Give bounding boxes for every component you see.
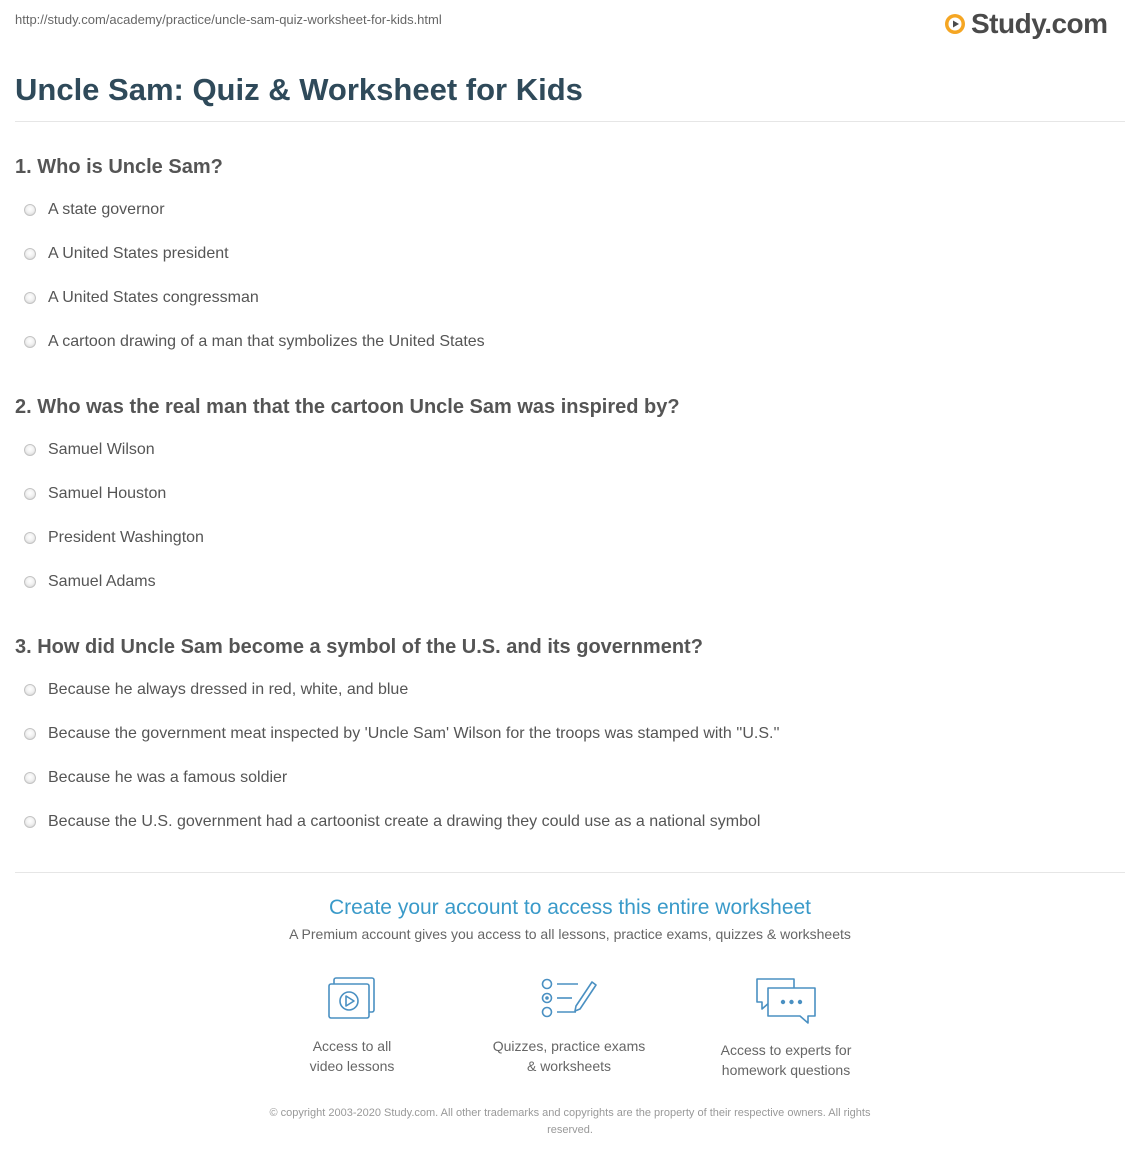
page-url: http://study.com/academy/practice/uncle-sam-quiz-worksheet-for-kids.html <box>15 12 442 27</box>
feature-video-lessons <box>262 976 442 1076</box>
question-1-option-3[interactable] <box>24 287 259 309</box>
question-1-option-2[interactable] <box>24 243 229 265</box>
feature-label-line2: & worksheets <box>526 1058 612 1074</box>
question-1-option-4[interactable] <box>24 331 485 353</box>
option-label: A United States congressman <box>48 289 259 306</box>
feature-label-line2: homework questions <box>721 1062 851 1078</box>
question-1-option-1[interactable] <box>24 199 165 221</box>
option-label: Samuel Wilson <box>48 441 155 458</box>
feature-label-line1: Quizzes, practice exams <box>492 1038 646 1054</box>
option-label: A United States president <box>48 245 229 262</box>
logo-play-icon <box>944 13 966 35</box>
radio-button-icon[interactable] <box>24 204 36 216</box>
question-3-option-2[interactable] <box>24 723 780 745</box>
feature-label-line1: Access to all <box>312 1038 392 1054</box>
feature-label-line1: Access to experts for <box>720 1042 852 1058</box>
chat-bubbles-icon <box>754 976 818 1026</box>
video-lessons-icon <box>326 976 378 1022</box>
option-label: Because he was a famous soldier <box>48 769 288 786</box>
radio-button-icon[interactable] <box>24 444 36 456</box>
radio-button-icon[interactable] <box>24 488 36 500</box>
copyright-line2: reserved. <box>547 1124 593 1136</box>
radio-button-icon[interactable] <box>24 816 36 828</box>
cta-subtitle: A Premium account gives you access to all lessons, practice exams, quizzes & worksheets <box>289 926 851 942</box>
feature-label-line2: video lessons <box>309 1058 395 1074</box>
question-2-option-2[interactable] <box>24 483 166 505</box>
copyright-notice <box>215 1105 925 1139</box>
copyright-line1: © copyright 2003-2020 Study.com. All other trademarks and copyrights are the property of their respective owners. All rights <box>269 1107 871 1119</box>
radio-button-icon[interactable] <box>24 336 36 348</box>
question-3: 3. How did Uncle Sam become a symbol of the U.S. and its government? <box>15 636 703 658</box>
option-label: Because the U.S. government had a cartoonist create a drawing they could use as a national symbol <box>48 813 761 830</box>
radio-button-icon[interactable] <box>24 576 36 588</box>
option-label: Samuel Houston <box>48 485 167 502</box>
option-label: A state governor <box>48 201 165 218</box>
question-1: 1. Who is Uncle Sam? <box>15 156 223 178</box>
study-logo[interactable] <box>944 8 1108 40</box>
question-2-option-1[interactable] <box>24 439 155 461</box>
question-3-option-4[interactable] <box>24 811 760 833</box>
question-2-option-4[interactable] <box>24 571 156 593</box>
radio-button-icon[interactable] <box>24 248 36 260</box>
option-label: Samuel Adams <box>48 573 156 590</box>
radio-button-icon[interactable] <box>24 728 36 740</box>
feature-experts <box>696 976 876 1080</box>
radio-button-icon[interactable] <box>24 772 36 784</box>
option-label: President Washington <box>48 529 204 546</box>
page-title: Uncle Sam: Quiz & Worksheet for Kids <box>15 72 583 107</box>
title-divider <box>15 121 1125 122</box>
question-3-option-1[interactable] <box>24 679 408 701</box>
option-label: Because he always dressed in red, white, and blue <box>48 681 409 698</box>
radio-button-icon[interactable] <box>24 684 36 696</box>
option-label: A cartoon drawing of a man that symbolizes the United States <box>48 333 485 350</box>
cta-title-link[interactable]: Create your account to access this entire worksheet <box>328 896 812 919</box>
radio-button-icon[interactable] <box>24 292 36 304</box>
cta-divider <box>15 872 1125 873</box>
feature-quizzes <box>479 976 659 1076</box>
option-label: Because the government meat inspected by 'Uncle Sam' Wilson for the troops was stamped with ''U.S.'' <box>48 725 780 742</box>
quiz-checklist-icon <box>540 976 598 1022</box>
question-3-option-3[interactable] <box>24 767 287 789</box>
radio-button-icon[interactable] <box>24 532 36 544</box>
question-2: 2. Who was the real man that the cartoon Uncle Sam was inspired by? <box>15 396 680 418</box>
question-2-option-3[interactable] <box>24 527 204 549</box>
logo-text: Study.com <box>971 8 1108 39</box>
